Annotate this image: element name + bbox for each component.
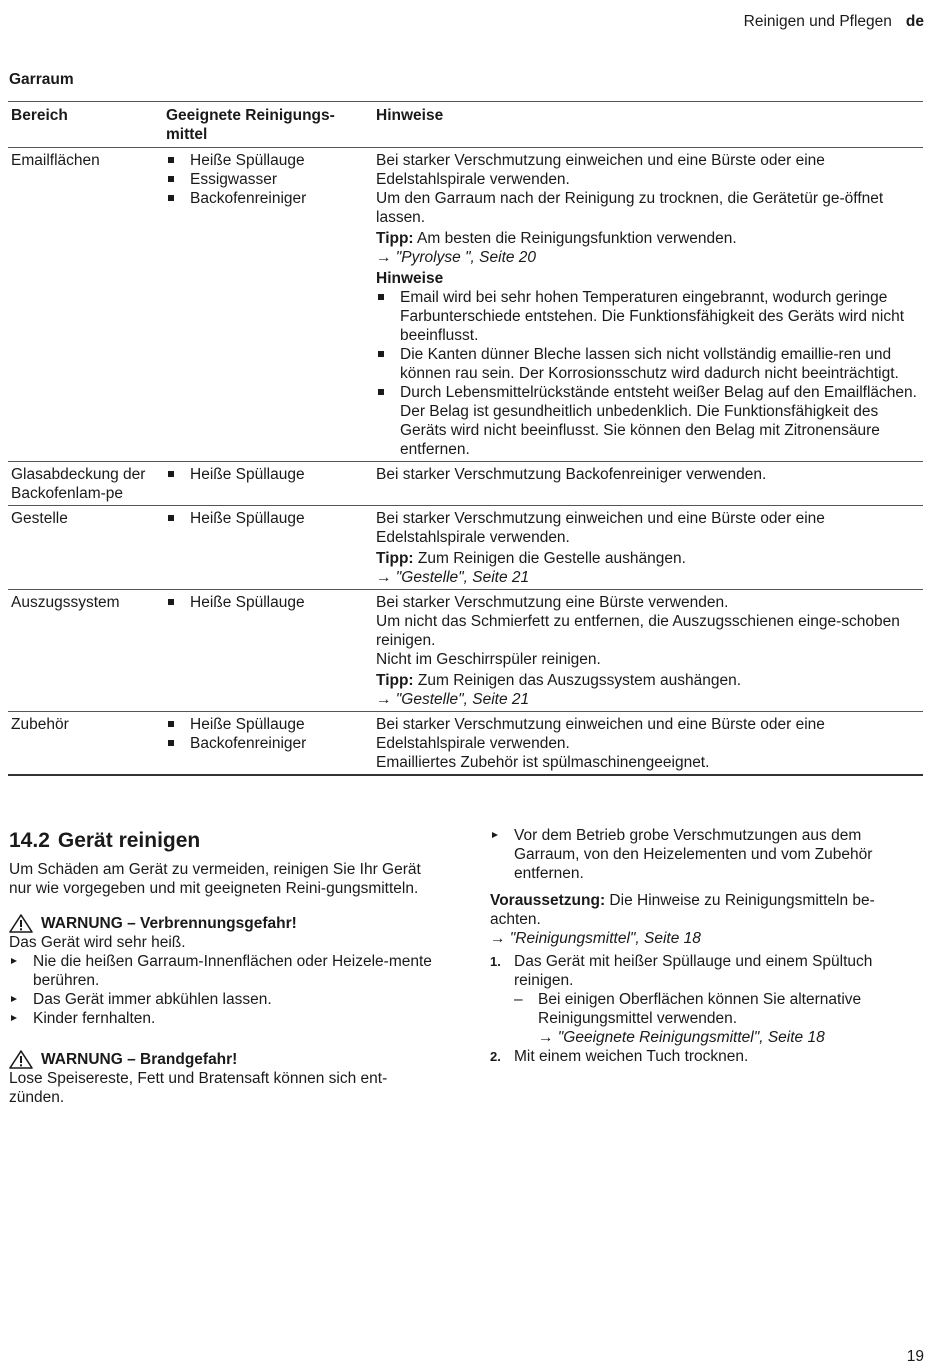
warning-heading xyxy=(9,914,439,933)
left-column xyxy=(9,828,439,1107)
section-intro: Um Schäden am Gerät zu vermeiden, reinigen Sie Ihr Gerät nur wie vorgegeben und mit geeigneten Reini-gungsmitteln. xyxy=(9,861,421,897)
step-number: 1. xyxy=(490,954,501,969)
notes-cell xyxy=(373,506,923,590)
list-item: Nie die heißen Garraum-Innenflächen oder Heizele-mente berühren. xyxy=(9,952,439,990)
tip-label: Tipp: xyxy=(376,672,414,689)
note-text: Bei starker Verschmutzung einweichen und eine Bürste oder eine Edelstahlspirale verwenden. xyxy=(376,716,825,752)
cleaning-agents-table xyxy=(8,101,923,776)
dash-bullet: – xyxy=(514,991,523,1008)
tip-label: Tipp: xyxy=(376,230,414,247)
note-text: Bei starker Verschmutzung einweichen und eine Bürste oder eine Edelstahlspirale verwenden. xyxy=(376,510,825,546)
list-item: Die Kanten dünner Bleche lassen sich nicht vollständig emaillie-ren und können rau sein. Der Korrosionsschutz wird dadurch nicht beeinträchtigt. xyxy=(376,345,920,383)
warning-heading xyxy=(9,1050,439,1069)
table-row xyxy=(8,590,923,712)
warning-triangle-icon xyxy=(9,914,33,933)
agents-cell xyxy=(163,712,373,776)
cross-reference-link[interactable]: → "Geeignete Reinigungsmittel", Seite 18 xyxy=(538,1029,825,1046)
chapter-title: Reinigen und Pflegen xyxy=(743,13,892,30)
area-cell: Auszugssystem xyxy=(8,590,163,712)
notes-cell xyxy=(373,712,923,776)
note-text: Bei starker Verschmutzung Backofenreiniger verwenden. xyxy=(376,466,767,483)
sub-step xyxy=(514,990,922,1047)
tip xyxy=(376,229,920,248)
area-cell: Glasabdeckung der Backofenlam-pe xyxy=(8,462,163,506)
step-item xyxy=(490,1047,922,1066)
warning-text: Lose Speisereste, Fett und Bratensaft können sich ent-zünden. xyxy=(9,1070,388,1106)
table-row xyxy=(8,148,923,462)
right-column xyxy=(490,826,922,1066)
list-item: Heiße Spüllauge xyxy=(166,593,370,612)
tip-label: Tipp: xyxy=(376,550,414,567)
note-text: Bei starker Verschmutzung eine Bürste verwenden. xyxy=(376,594,729,611)
cross-reference-link[interactable]: → "Gestelle", Seite 21 xyxy=(376,691,530,708)
warning-triangle-icon xyxy=(9,1050,33,1069)
language-code: de xyxy=(905,13,924,30)
list-item: Vor dem Betrieb grobe Verschmutzungen aus dem Garraum, von den Heizelementen und vom Zubehör entfernen. xyxy=(490,826,922,883)
notes-cell xyxy=(373,590,923,712)
list-item: Das Gerät immer abkühlen lassen. xyxy=(9,990,439,1009)
warning-title: WARNUNG – Brandgefahr! xyxy=(41,1051,238,1068)
agents-cell xyxy=(163,148,373,462)
area-cell: Emailflächen xyxy=(8,148,163,462)
running-header xyxy=(744,12,924,31)
column-header: Hinweise xyxy=(373,102,923,148)
note-text: Um nicht das Schmierfett zu entfernen, die Auszugsschienen einge-schoben reinigen. xyxy=(376,613,900,649)
sub-step-text: Bei einigen Oberflächen können Sie alternative Reinigungsmittel verwenden. xyxy=(538,991,862,1027)
table-row xyxy=(8,506,923,590)
area-cell: Zubehör xyxy=(8,712,163,776)
warning-title: WARNUNG – Verbrennungsgefahr! xyxy=(41,915,297,932)
list-item: Heiße Spüllauge xyxy=(166,151,370,170)
requirement xyxy=(490,891,922,929)
table-row xyxy=(8,462,923,506)
notes-cell xyxy=(373,462,923,506)
agents-cell xyxy=(163,462,373,506)
tip-text: Zum Reinigen das Auszugssystem aushängen. xyxy=(413,672,742,689)
step-text: Mit einem weichen Tuch trocknen. xyxy=(514,1048,749,1065)
cross-reference-link[interactable]: → "Reinigungsmittel", Seite 18 xyxy=(490,930,701,947)
warning-text: Das Gerät wird sehr heiß. xyxy=(9,934,186,951)
note-text: Bei starker Verschmutzung einweichen und eine Bürste oder eine Edelstahlspirale verwenden. xyxy=(376,152,825,188)
tip-text: Am besten die Reinigungsfunktion verwenden. xyxy=(413,230,737,247)
cross-reference-link[interactable]: → "Pyrolyse ", Seite 20 xyxy=(376,249,537,266)
page-number: 19 xyxy=(906,1348,924,1365)
requirement-text: Die Hinweise zu Reinigungsmitteln be-achten. xyxy=(490,892,875,928)
agents-cell xyxy=(163,590,373,712)
tip xyxy=(376,549,920,568)
table-row xyxy=(8,712,923,776)
notes-title: Hinweise xyxy=(376,270,444,287)
note-text: Um den Garraum nach der Reinigung zu trocknen, die Gerätetür ge-öffnet lassen. xyxy=(376,190,884,226)
table-header-row xyxy=(8,102,923,148)
list-item: Durch Lebensmittelrückstände entsteht weißer Belag auf den Emailflächen. Der Belag ist gesundheitlich unbedenklich. Die Funktionsfähigkeit des Geräts wird nicht beeinflusst. Sie können den Belag mit Zitronensäure entfernen. xyxy=(376,383,920,459)
section-heading xyxy=(9,828,439,854)
list-item: Essigwasser xyxy=(166,170,370,189)
list-item: Kinder fernhalten. xyxy=(9,1009,439,1028)
list-item: Backofenreiniger xyxy=(166,189,370,208)
note-text: Nicht im Geschirrspüler reinigen. xyxy=(376,651,601,668)
tip xyxy=(376,671,920,690)
cross-reference-link[interactable]: → "Gestelle", Seite 21 xyxy=(376,569,530,586)
requirement-label: Voraussetzung: xyxy=(490,892,606,909)
column-header: Geeignete Reinigungs- mittel xyxy=(163,102,373,148)
list-item: Heiße Spüllauge xyxy=(166,715,370,734)
section-title: Gerät reinigen xyxy=(57,829,201,852)
tip-text: Zum Reinigen die Gestelle aushängen. xyxy=(413,550,686,567)
agents-cell xyxy=(163,506,373,590)
step-number: 2. xyxy=(490,1049,501,1064)
table-caption: Garraum xyxy=(9,71,74,88)
section-number: 14.2 xyxy=(9,829,50,852)
column-header: Bereich xyxy=(8,102,163,148)
step-text: Das Gerät mit heißer Spüllauge und einem Spültuch reinigen. xyxy=(514,953,873,989)
step-item xyxy=(490,952,922,1047)
list-item: Backofenreiniger xyxy=(166,734,370,753)
list-item: Email wird bei sehr hohen Temperaturen eingebrannt, wodurch geringe Farbunterschiede entstehen. Die Funktionsfähigkeit des Geräts wird nicht beeinflusst. xyxy=(376,288,920,345)
list-item: Heiße Spüllauge xyxy=(166,465,370,484)
area-cell: Gestelle xyxy=(8,506,163,590)
list-item: Heiße Spüllauge xyxy=(166,509,370,528)
note-text: Emailliertes Zubehör ist spülmaschinengeeignet. xyxy=(376,754,710,771)
notes-cell xyxy=(373,148,923,462)
